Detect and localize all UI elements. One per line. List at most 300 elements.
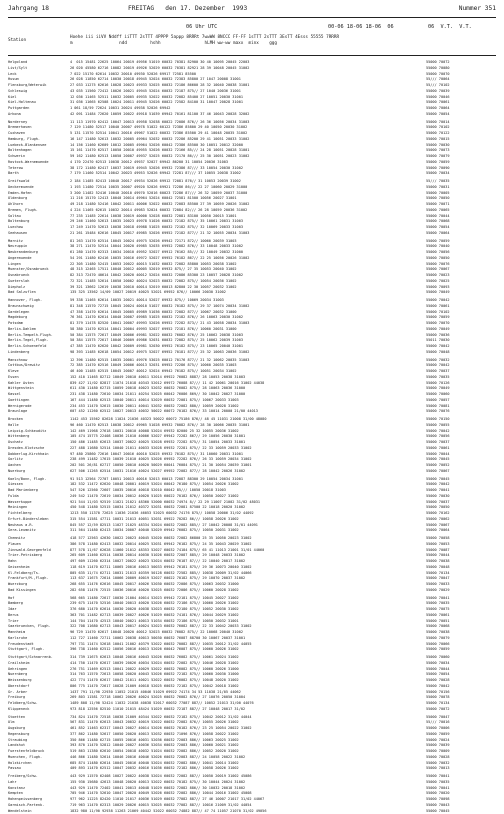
supplement-codes: 55000 70013 [426, 766, 500, 772]
observation-codes: 839 427 11/02 82817 11074 21018 40343 52012 69972 76088 87/// 11 42 10061 20016 31002 44038 [70, 381, 424, 387]
supplement-codes: 55000 70042 [426, 363, 500, 369]
station-name: Leipzig-Schkeuditz [8, 429, 70, 435]
station-name: Konstanz [8, 786, 70, 792]
station-name: Greifswald [8, 179, 70, 185]
supplement-codes: 55000 70098 [426, 797, 500, 803]
station-name: Angermuende [8, 256, 70, 262]
station-name: Manschnow [8, 358, 70, 364]
station-name: Geisenheim [8, 565, 70, 571]
supplement-codes: 55000 70020 [426, 791, 500, 797]
supplement-codes: 55000 70041 [426, 488, 500, 494]
supplement-codes: 55000 70034 [426, 171, 500, 177]
observation-codes: 443 929 11470 72402 10041 20013 40048 51029 60032 72082 886// 30 10032 20018 31002 [70, 786, 424, 792]
station-name: Stuttgart, Flugh. [8, 647, 70, 653]
station-name: Osnabrueck [8, 273, 70, 279]
observation-codes: 91 513 12564 72707 10051 20013 40016 52013 60013 72087 88300 29 10054 20034 31001 [70, 477, 424, 483]
supplement-codes: 55000 70038 [426, 630, 500, 636]
supplement-codes: 55000 70036 [426, 333, 500, 339]
supplement-codes: 55000 70049 [426, 290, 500, 296]
observation-codes: 607 452 11260 62512 10027 20013 40032 50022 60072 70182 876// 33 10014 20000 21/00 44013 [70, 409, 424, 415]
time-header [8, 22, 496, 32]
supplement-codes: 55000 70042 [426, 298, 500, 304]
supplement-codes: 55000 70054 [426, 225, 500, 231]
station-name: Oldenburg [8, 196, 70, 202]
station-name: Gorlitz [8, 457, 70, 463]
supplement-codes: 55000 70054 [426, 112, 500, 118]
observation-codes: 350 866 11480 62715 10055 20016 40031 52036 60032 72083 886// 10063 20025 31002 [70, 738, 424, 744]
station-name: Kiel-Holtenau [8, 100, 70, 106]
supplement-codes: 55000 70050 [426, 505, 500, 511]
observation-codes: 1489 808 11/90 52424 11032 21038 40038 52017 60032 77087 887// 10052 21013 31/00 44076 [70, 701, 424, 707]
supplement-codes: 55000 70043 [426, 803, 500, 809]
observation-codes: 805 635 11/74 62711 10031 21013 40359 50128 60032 72582 885// 10038 20009 31/02 44066 [70, 571, 424, 577]
observation-codes: 547 526 12560 72607 10035 20016 40018 52010 60042 85/// 10050 20018 31003 [70, 488, 424, 494]
observation-codes: 734 824 11470 72518 10038 21009 40344 52022 60032 72182 875// 10042 20012 31/02 44044 [70, 715, 424, 721]
observation-codes: 105 474 15775 22408 10036 21010 40006 52027 69942 72282 867// 29 10056 20030 31001 [70, 434, 424, 440]
station-name: Hannover, Flugh. [8, 298, 70, 304]
station-name: Leck [8, 72, 70, 78]
observation-codes: 58 380 11470 62514 10041 20004 49993 52027 69952 72181 876// 10060 20031 31000 [70, 327, 424, 333]
supplement-codes: 55000 70102 [426, 310, 500, 316]
observation-codes: 719 963 11470 62313 10029 20026 40015 52025 60032 77082 887// 10016 21009 31/02 44054 [70, 803, 424, 809]
supplement-codes: 55000 70049 [426, 386, 500, 392]
observation-codes: 59 162 11480 62513 10050 20007 49937 52025 60032 72170 86/// 25 30 10051 20023 31002 [70, 154, 424, 160]
station-name: Wittenberg [8, 434, 70, 440]
observation-codes: 393 870 11470 52812 10040 20027 40036 52034 60032 72083 886// 10060 20021 31002 [70, 743, 424, 749]
supplement-codes: 55000 70071 [426, 202, 500, 208]
station-name: Stuttgart/Schnarrenb. [8, 655, 70, 661]
supplement-codes: 55000 70061 [426, 100, 500, 106]
observation-codes: 422 774 11470 62617 10042 21011 40021 52022 60032 76082 875// 10048 20020 31002 [70, 678, 424, 684]
station-name: Soltau [8, 214, 70, 220]
station-name: Fichtelberg [8, 511, 70, 517]
station-name: Braunlage [8, 409, 70, 415]
station-name: Straubing [8, 738, 70, 744]
observation-codes: 446 866 11480 52614 10046 20016 40046 52026 60032 72083 887// 24 10058 20022 31002 [70, 755, 424, 761]
observation-codes: 59 338 11465 62614 10035 20021 40014 52027 69932 875// 10069 20034 31003 [70, 298, 424, 304]
supplement-codes: 55000 70067 [426, 469, 500, 475]
observation-codes: 1213 550 11370 72625 11036 21036 46053 52025 60032 74176 875// 10058 20006 31/02 44092 [70, 511, 424, 517]
supplement-codes: 55000 70126 [426, 381, 500, 387]
supplement-codes: 55000 70015 [426, 137, 500, 143]
station-name: Husum [8, 77, 70, 83]
supplement-codes: 55000 70068 [426, 624, 500, 630]
station-name: Crailsheim [8, 661, 70, 667]
supplement-codes: 55000 70032 [426, 761, 500, 767]
observation-codes: 54 291 11480 62416 10035 20016 49972 52027 69952 76182 867// 22 25 10056 20026 31002 [70, 256, 424, 262]
column-header [8, 32, 496, 52]
observation-codes: 50 384 11575 72617 10049 20006 49981 52022 60032 76082 876// 25 10062 20038 31003 [70, 333, 424, 339]
station-name: Oberstdorf [8, 684, 70, 690]
supplement-codes: 55000 70045 [426, 457, 500, 463]
observation-codes: 685 874 11480 62614 10045 20016 40040 52024 60032 72082 886// 10041 20014 31002 [70, 761, 424, 767]
supplement-codes: 55000 70042 [426, 344, 500, 350]
observation-codes: 76 361 11470 62614 10040 20007 49985 51025 60032 72182 876// 26 10063 20030 31002 [70, 315, 424, 321]
observation-codes: 921 544 11/03 92519 11021 21021 48360 52000 60032 74974 8// 22 29 11007 21002 31/02 48031 [70, 500, 424, 506]
supplement-codes: 55000 70062 [426, 517, 500, 523]
observation-codes: 2 184 11485 82413 10040 20017 49934 52026 69912 72081 876// 31 10053 20039 31002 [70, 179, 424, 185]
station-name: Freiburg [8, 695, 70, 701]
observation-codes: 311 564 11480 62413 10034 20007 40040 52029 69942 76082 875// 10050 20031 31002 [70, 528, 424, 534]
supplement-codes: 55/// 70035 [426, 179, 500, 185]
supplement-codes: 55000 70070 [426, 321, 500, 327]
station-name: Trier-Petrisberg [8, 553, 70, 559]
observation-codes: 1142 453 15562 82628 11024 21036 40323 50022 60072 75186 876// 48 45 11031 21008 31/00 48080 [70, 417, 424, 423]
supplement-codes: 55000 70061 [426, 446, 500, 452]
observation-codes: 43 035 11560 72412 10026 20021 49945 52024 60032 72187 875// 27 1040 20036 31001 [70, 89, 424, 95]
supplement-codes: 55000 70035 [426, 375, 500, 381]
observation-codes: 386 578 11480 62413 10032 20014 40025 52031 69942 76182 875// 24 35 10043 20029 31002 [70, 542, 424, 548]
supplement-codes: 55000 70049 [426, 327, 500, 333]
observation-codes: 38 271 11470 52514 10044 20020 49985 52035 69952 72082 876// 33 10048 20033 31002 [70, 244, 424, 250]
supplement-codes: 55/// 70102 [426, 83, 500, 89]
observation-codes: 4 224 11465 62615 10032 20014 49983 52024 60032 72084 82/// 26 28 10059 20036 31002 [70, 208, 424, 214]
supplement-codes: 55000 70060 [426, 392, 500, 398]
supplement-codes: 55000 70038 [426, 559, 500, 565]
station-name: Regensburg [8, 732, 70, 738]
station-name: Teterow [8, 166, 70, 172]
utc-label-main: 06 Uhr UTC [186, 22, 217, 32]
observation-codes: 1437 791 11/90 22930 11052 21015 40046 51029 69922 74174 34 53 11038 21/05 44062 [70, 690, 424, 696]
observation-codes: 231 438 11480 72610 10034 21011 40254 52025 60042 76086 869// 30 10042 20027 31000 [70, 392, 424, 398]
supplement-codes: 55000 70064 [426, 231, 500, 237]
supplement-codes: 55000 70090 [426, 166, 500, 172]
supplement-codes: 55000 70035 [426, 780, 500, 786]
observation-codes: 182 532 11472 62620 10048 20001 40019 52024 60042 76180 875// 10054 20026 31002 [70, 482, 424, 488]
supplement-codes: 55000 70053 [426, 542, 500, 548]
table-row [8, 231, 500, 237]
supplement-codes: 55000 70056 [426, 250, 500, 256]
observation-codes: 282 658 11476 72515 10036 20016 40020 52025 60032 72086 875// 10060 20028 31002 [70, 588, 424, 594]
supplement-codes: 55000 70056 [426, 434, 500, 440]
supplement-codes: 55000 70065 [426, 208, 500, 214]
supplement-codes: 55000 70046 [426, 95, 500, 101]
observation-codes: 234 453 11470 52615 10030 20011 40041 52032 60032 72082 880// 10059 20028 31002 [70, 404, 424, 410]
station-name: Wasserkuppe [8, 500, 70, 506]
utc-label-periods: 00-06 18-06 18-06 06 [328, 22, 394, 32]
station-name: Feldberg/Schw. [8, 701, 70, 707]
observation-codes: 72 385 11470 62516 10049 20006 40013 52031 69952 72286 875// 10060 20035 31003 [70, 363, 424, 369]
supplement-codes: 55000 70066 [426, 642, 500, 648]
supplement-codes: 55000 70075 [426, 607, 500, 613]
observation-codes: 11 113 11970 62412 10047 20013 49958 52038 60022 72086 876// 26 36 10056 20034 31003 [70, 120, 424, 126]
supplement-codes: 55000 70072 [426, 707, 500, 713]
supplement-codes: 55000 70040 [426, 244, 500, 250]
observation-codes: 113 637 11675 72614 10066 20009 40019 52027 60022 70182 875// 29 10070 20037 31002 [70, 576, 424, 582]
supplement-codes: 55000 70045 [426, 809, 500, 814]
observation-codes: 3 200 11482 52416 10040 20010 49970 52016 60023 72286 87/// 26 32 10059 20037 31000 [70, 191, 424, 197]
observation-codes: 61 280 11470 62313 10034 20010 49952 52027 69912 76162 85/// 32 10049 20032 31000 [70, 250, 424, 256]
table-row [8, 290, 500, 296]
station-name: Brocken [8, 417, 70, 423]
station-name: Holzkirchen [8, 761, 70, 767]
supplement-codes: 55000 70028 [426, 755, 500, 761]
station-name: Kiel [8, 95, 70, 101]
station-name: Muenchen, Flugh. [8, 755, 70, 761]
station-name: Meiningen [8, 505, 70, 511]
station-name: Kl.Feldberg/Ts. [8, 571, 70, 577]
supplement-codes: 55000 70059 [426, 732, 500, 738]
observation-codes: 167 444 11480 62513 10040 20011 40014 52029 60032 72081 875// 10067 20033 31003 [70, 398, 424, 404]
observation-codes: 38 172 11480 62417 10037 20019 49945 52026 69932 72386 87/// 33 10054 20030 31002 [70, 166, 424, 172]
observation-codes: 50 384 11575 72617 10046 20009 49986 52031 60032 72082 875// 25 10062 20039 31003 [70, 338, 424, 344]
station-name: Puttgarden [8, 106, 70, 112]
observation-codes: 1 061 18/59 72624 10031 20024 49938 52026 69942 [70, 106, 424, 112]
observation-codes: 4 170 22470 62513 10038 20012 49937 52027 69942 86200 31 10054 20036 31003 [70, 160, 424, 166]
observation-codes: 26 020 45580 62716 10082 20019 49926 52029 60032 70381 82921 28 39 10048 20045 31002 [70, 66, 424, 72]
supplement-codes: 55000 70054 [426, 672, 500, 678]
observation-codes: 15 161 11470 62517 10050 20010 49955 52026 60032 72166 85/// 24 28 10051 20028 31001 [70, 148, 424, 154]
supplement-codes: 55000 70055 [426, 423, 500, 429]
observation-codes: 519 863 11380 62610 10054 20018 40032 51024 60032 72082 886// 10052 20020 31002 [70, 749, 424, 755]
station-name: Klippeneck [8, 707, 70, 713]
observation-codes: 112 727 11460 72711 10062 20038 40013 50030 60032 76087 88700 30 10067 20037 31001 [70, 636, 424, 642]
station-name: Landshut [8, 743, 70, 749]
station-name: Boltenhagen [8, 148, 70, 154]
observation-codes: 96 460 11470 62513 10038 20012 49965 51028 69932 70082 876// 28 30 10066 20035 31001 [70, 423, 424, 429]
observation-codes: 12 396 11480 62515 10035 20001 49976 53025 60012 70176 877// 21 32 10062 20035 31003 [70, 358, 424, 364]
supplement-codes: 55000 70029 [426, 588, 500, 594]
station-name: Halle [8, 423, 70, 429]
observation-codes: 7 179 11460 52514 10042 20023 49953 52026 69942 72281 87/// 37 10055 20038 31002 [70, 171, 424, 177]
station-name: Muenster/Osnabrueck [8, 267, 70, 273]
table-row [8, 409, 500, 415]
observation-codes: 414 750 11470 62617 10039 20026 40034 52024 60032 72082 875// 10046 20028 31002 [70, 661, 424, 667]
observation-codes: 150 486 11485 62613 10037 20022 40025 52028 69932 72282 875// 31 10054 20033 31001 [70, 440, 424, 446]
observation-codes: 47 358 11470 62614 10045 20005 49989 51036 60032 72082 877// 10067 20032 31000 [70, 310, 424, 316]
station-name: Giessen [8, 482, 70, 488]
supplement-codes: 55000 70033 [426, 582, 500, 588]
observation-codes: 314 739 11675 62613 10048 20016 40043 52026 60032 76082 875// 10061 20024 31002 [70, 655, 424, 661]
station-name: Wuerzburg [8, 582, 70, 588]
table-row [8, 707, 500, 713]
observation-codes: 42 091 11484 72620 10059 20022 49918 51039 69942 70161 81100 37 46 10043 20028 32002 [70, 112, 424, 118]
station-name: Bad Kissingen [8, 588, 70, 594]
station-name: Neubrandenburg [8, 250, 70, 256]
supplement-codes: 55000 70073 [426, 148, 500, 154]
observation-codes: 977 962 11225 82420 11010 21017 40036 51029 60032 77082 887// 27 46 10007 21017 31/02 44067 [70, 797, 424, 803]
station-name: Aachen [8, 463, 70, 469]
observation-codes: 97 480 25860 72616 10047 20016 40010 52025 69932 70182 875// 31 10060 20031 31001 [70, 452, 424, 458]
observation-codes: 5 131 11570 52514 10041 20016 49967 51022 60032 72386 85500 29 41 10048 20035 31002 [70, 131, 424, 137]
supplement-codes: 55000 70044 [426, 214, 500, 220]
observation-codes: 363 701 11482 62713 10039 20027 40026 51029 60032 74181 876// 10044 20029 31002 [70, 613, 424, 619]
observation-codes: 227 488 11680 52514 10040 21011 40033 52028 69932 72281 875// 22 33 10059 20033 31002 [70, 446, 424, 452]
observation-codes: 96 729 11470 62617 10048 20020 40012 52023 60032 76082 875// 22 10068 20040 31002 [70, 630, 424, 636]
station-table [8, 60, 500, 814]
observation-codes: 249 542 11470 72619 10034 20012 40020 51025 60022 70182 876// 10050 20027 31002 [70, 494, 424, 500]
observation-codes: 322 708 11680 62713 10043 20017 40024 52023 60032 76082 887// 22 33 10042 20033 31002 [70, 624, 424, 630]
station-name: Schleswig [8, 89, 70, 95]
station-name: Fulda [8, 494, 70, 500]
observation-codes: 450 548 11480 52515 10034 21012 40372 52031 60032 72081 87500 22 10018 20020 31002 [70, 505, 424, 511]
station-name: Boltenburg [8, 219, 70, 225]
supplement-codes: 55000 70030 [426, 494, 500, 500]
observation-codes: 46 400 11485 62515 10045 20007 40012 52024 69942 76182 875// 10051 20034 31002 [70, 369, 424, 375]
observation-codes: 973 818 12556 82510 11010 21015 48424 51029 60032 72187 887// 27 10048 20017 31/02 [70, 707, 424, 713]
observation-codes: 265 609 11460 62514 10038 20014 40030 51026 60032 72087 885// 29 10048 20033 31002 [70, 553, 424, 559]
observation-codes: 4 015 15481 22625 10064 20019 49956 51019 60032 70381 82900 30 40 10095 20045 22003 [70, 60, 424, 66]
station-name: Hahn [8, 559, 70, 565]
columns-rule [8, 55, 496, 56]
observation-codes: 806 775 11470 72617 10028 21009 40018 52025 60032 72182 875// 10042 20018 31002 [70, 684, 424, 690]
supplement-codes: 55000 70031 [426, 185, 500, 191]
supplement-codes: 55000 70059 [426, 160, 500, 166]
station-name: Cottbus/Drewitz [8, 363, 70, 369]
supplement-codes: 55000 70041 [426, 774, 500, 780]
station-name: Marnitz [8, 239, 70, 245]
observation-codes: 461 852 11463 62317 10043 20027 40014 52026 60032 70182 876// 23 25 10054 20022 31002 [70, 726, 424, 732]
observation-codes: 152 410 11465 82712 10049 20010 40011 52014 69922 76082 8887/ 28 10053 20038 31003 [70, 375, 424, 381]
supplement-codes: 55000 70024 [426, 738, 500, 744]
supplement-codes: 55/// 70016 [426, 720, 500, 726]
supplement-codes: 55000 70009 [426, 749, 500, 755]
station-name: Braunschweig [8, 304, 70, 310]
table-row [8, 350, 500, 356]
station-name: Norderney [8, 120, 70, 126]
vt-label: 06 V.T. V.T. [428, 22, 472, 32]
issue-date: FREITAG den 17. Dezember 1993 [128, 4, 247, 14]
station-name: Cuxhaven [8, 131, 70, 137]
supplement-codes: 55000 70042 [426, 684, 500, 690]
observation-codes: 22 305 11480 52415 10053 20022 40015 51032 60032 72082 85800 10053 20038 31002 [70, 262, 424, 268]
supplement-codes: 55000 70048 [426, 565, 500, 571]
station-name: Arkona [8, 112, 70, 118]
supplement-codes: 55000 70037 [426, 440, 500, 446]
supplement-codes: 55000 70030 [426, 143, 500, 149]
station-name: Lingen [8, 262, 70, 268]
station-name: Kassel [8, 392, 70, 398]
observation-codes: 48 315 12465 17511 10040 20012 40005 52019 69932 875// 27 35 10053 20040 31002 [70, 267, 424, 273]
station-name: Kahler Asten [8, 381, 70, 387]
station-name: Dresden-Klotzsche [8, 446, 70, 452]
supplement-codes: 55000 70050 [426, 256, 500, 262]
supplement-codes: 55000 70134 [426, 571, 500, 577]
table-row [8, 809, 500, 814]
observation-codes: 845 557 12/59 82513 11027 21025 48334 52024 60032 72082 885// 27 10042 20008 31/01 44091 [70, 523, 424, 529]
station-name: Oehringen [8, 667, 70, 673]
observation-codes: 142 469 11968 27618 10031 20010 40008 52024 69932 82000 25 32 10055 20036 31002 [70, 429, 424, 435]
station-name: Passau [8, 766, 70, 772]
observation-codes: 315 554 11581 47711 10031 21013 40051 52031 69922 70282 86/// 10058 20026 31002 [70, 517, 424, 523]
station-name: Karlsruhe [8, 636, 70, 642]
observation-codes: 81 348 11570 72715 10045 20024 40010 51027 60032 70182 875// 29 37 10074 20034 31002 [70, 304, 424, 310]
supplement-codes: 55000 70067 [426, 523, 500, 529]
station-name: Freiberg/Schw. [8, 774, 70, 780]
volume-label: Jahrgang 18 [8, 4, 49, 14]
station-name: Lindenberg [8, 350, 70, 356]
supplement-codes: 55000 70028 [426, 678, 500, 684]
supplement-codes: 55000 70078 [426, 695, 500, 701]
station-name: Frankfurt/M.,Flugh. [8, 576, 70, 582]
station-name: Gardelegen [8, 310, 70, 316]
observation-codes: 81 263 11470 62514 10045 20024 49975 52026 69942 72171 872// 10060 20039 31003 [70, 239, 424, 245]
station-name: Potsdam [8, 321, 70, 327]
table-row [8, 112, 500, 118]
observation-codes: 7 022 15170 62614 10032 20010 49930 52026 69917 72581 85500 [70, 72, 424, 78]
observation-codes: 276 751 11469 62513 10041 20022 40029 52022 60032 76082 875// 10060 20026 31000 [70, 667, 424, 673]
supplement-codes: 55000 70156 [426, 690, 500, 696]
observation-codes: 155 930 15680 42613 10048 20020 40013 52022 60032 70182 875// 30 10044 20024 31002 [70, 780, 424, 786]
station-name: Augsburg [8, 726, 70, 732]
supplement-codes: 55000 70076 [426, 409, 500, 415]
observation-codes: 627 506 11265 62514 10031 21016 40024 52027 69952 72082 877// 28 10042 20026 31002 [70, 469, 424, 475]
supplement-codes: 55000 70044 [426, 553, 500, 559]
supplement-codes: 55000 70014 [426, 120, 500, 126]
station-column-label: Station [8, 38, 26, 44]
table-row [8, 647, 500, 653]
supplement-codes: 55000 70059 [426, 647, 500, 653]
supplement-codes: 55000 70039 [426, 89, 500, 95]
supplement-codes: 55000 70044 [426, 667, 500, 673]
observation-codes: 268 655 11476 62616 10045 20017 40026 52030 60032 72086 875// 10063 20032 31000 [70, 582, 424, 588]
station-name: Berlin-Dahlem [8, 327, 70, 333]
station-name: Chemnitz [8, 536, 70, 542]
supplement-codes: 55000 70064 [426, 528, 500, 534]
supplement-codes: 55000 70057 [426, 398, 500, 404]
observation-codes: 314 763 11570 72613 10058 20020 40043 52026 60032 72182 875// 10060 20030 31000 [70, 672, 424, 678]
station-name: Wittgenstein [8, 386, 70, 392]
supplement-codes: 55000 70064 [426, 106, 500, 112]
observation-codes: 269 803 11581 72718 10062 20026 40024 52025 60032 76082 876// 27 10076 20050 31004 [70, 695, 424, 701]
station-name: Bad Marienberg [8, 488, 70, 494]
station-name: Stoetten [8, 715, 70, 721]
observation-codes: 239 675 11470 52516 10040 20013 40020 52026 60032 72186 875// 10060 20026 31002 [70, 601, 424, 607]
supplement-codes: 55000 70042 [426, 429, 500, 435]
station-name: Ulm [8, 720, 70, 726]
supplement-codes: 55000 70035 [426, 601, 500, 607]
observation-codes: 418 577 12563 42630 10022 20023 40045 52020 60032 72082 86800 25 35 10050 20023 31002 [70, 536, 424, 542]
observation-codes: 47 385 11470 62620 10042 20009 49981 52030 69952 76182 875// 23 10065 20040 31001 [70, 344, 424, 350]
observation-codes: 29 246 11460 52613 10035 20023 49978 51026 60032 72182 875// 35 10061 20031 31003 [70, 219, 424, 225]
station-name: Erfurt-Bindersleben [8, 517, 70, 523]
station-name: Berlin-Schoenefeld [8, 344, 70, 350]
station-name: Goettingen [8, 398, 70, 404]
station-name: Berus [8, 613, 70, 619]
table-row [8, 469, 500, 475]
code-columns-line-2: m ndd hshh hLMH ww-ww maxx minx ggg [70, 41, 277, 47]
observation-codes: 118 619 11470 62711 10065 20016 40013 50033 69942 76181 875// 29 36 10073 20040 31002 [70, 565, 424, 571]
supplement-codes: 55000 70067 [426, 267, 500, 273]
station-name: Luebeck-Blankensee [8, 143, 70, 149]
observation-codes: 27 033 11275 62616 10028 20023 49933 52025 60032 72186 86600 28 32 10040 20038 31001 [70, 83, 424, 89]
supplement-codes: 55000 70005 [426, 191, 500, 197]
observation-codes: 877 578 11/67 62628 11060 21012 48353 52027 60032 74184 875// 65 41 11013 21001 31/01 44060 [70, 548, 424, 554]
station-name: Hohenpeissenberg [8, 797, 70, 803]
station-name: Diepholz [8, 285, 70, 291]
station-name: Magdeburg [8, 315, 70, 321]
observation-codes: 135 325 13562 14/09 10027 20019 40025 52021 69952 876// 10066 20030 31002 [70, 290, 424, 296]
station-name: Saarbruecken, Flugh. [8, 624, 70, 630]
station-name: Neuruppin [8, 244, 70, 250]
supplement-codes: 55000 70047 [426, 715, 500, 721]
supplement-codes: 55000 70025 [426, 279, 500, 285]
supplement-codes: 55000 70044 [426, 452, 500, 458]
page-header [8, 4, 496, 14]
station-name: Berlin-Tegel,Flugh. [8, 338, 70, 344]
observation-codes: 72 321 11485 52614 10050 20002 40024 52023 60032 72082 875// 10054 20036 31002 [70, 279, 424, 285]
station-name: Trier [8, 619, 70, 625]
supplement-codes: 55/// 70064 [426, 77, 500, 83]
observation-codes: 77 235 11485 22614 10038 20019 40000 52028 60032 72081 83100 10050 20015 31001 [70, 214, 424, 220]
station-name: Fuerstenfeldbruck [8, 749, 70, 755]
supplement-codes: 55000 70061 [426, 304, 500, 310]
station-name: Seehausen [8, 231, 70, 237]
station-name: Garmisch-Partenk. [8, 803, 70, 809]
supplement-codes: 55000 70041 [426, 786, 500, 792]
station-name: Rostock-Warnemuende [8, 160, 70, 166]
station-name: Guetersloh [8, 279, 70, 285]
